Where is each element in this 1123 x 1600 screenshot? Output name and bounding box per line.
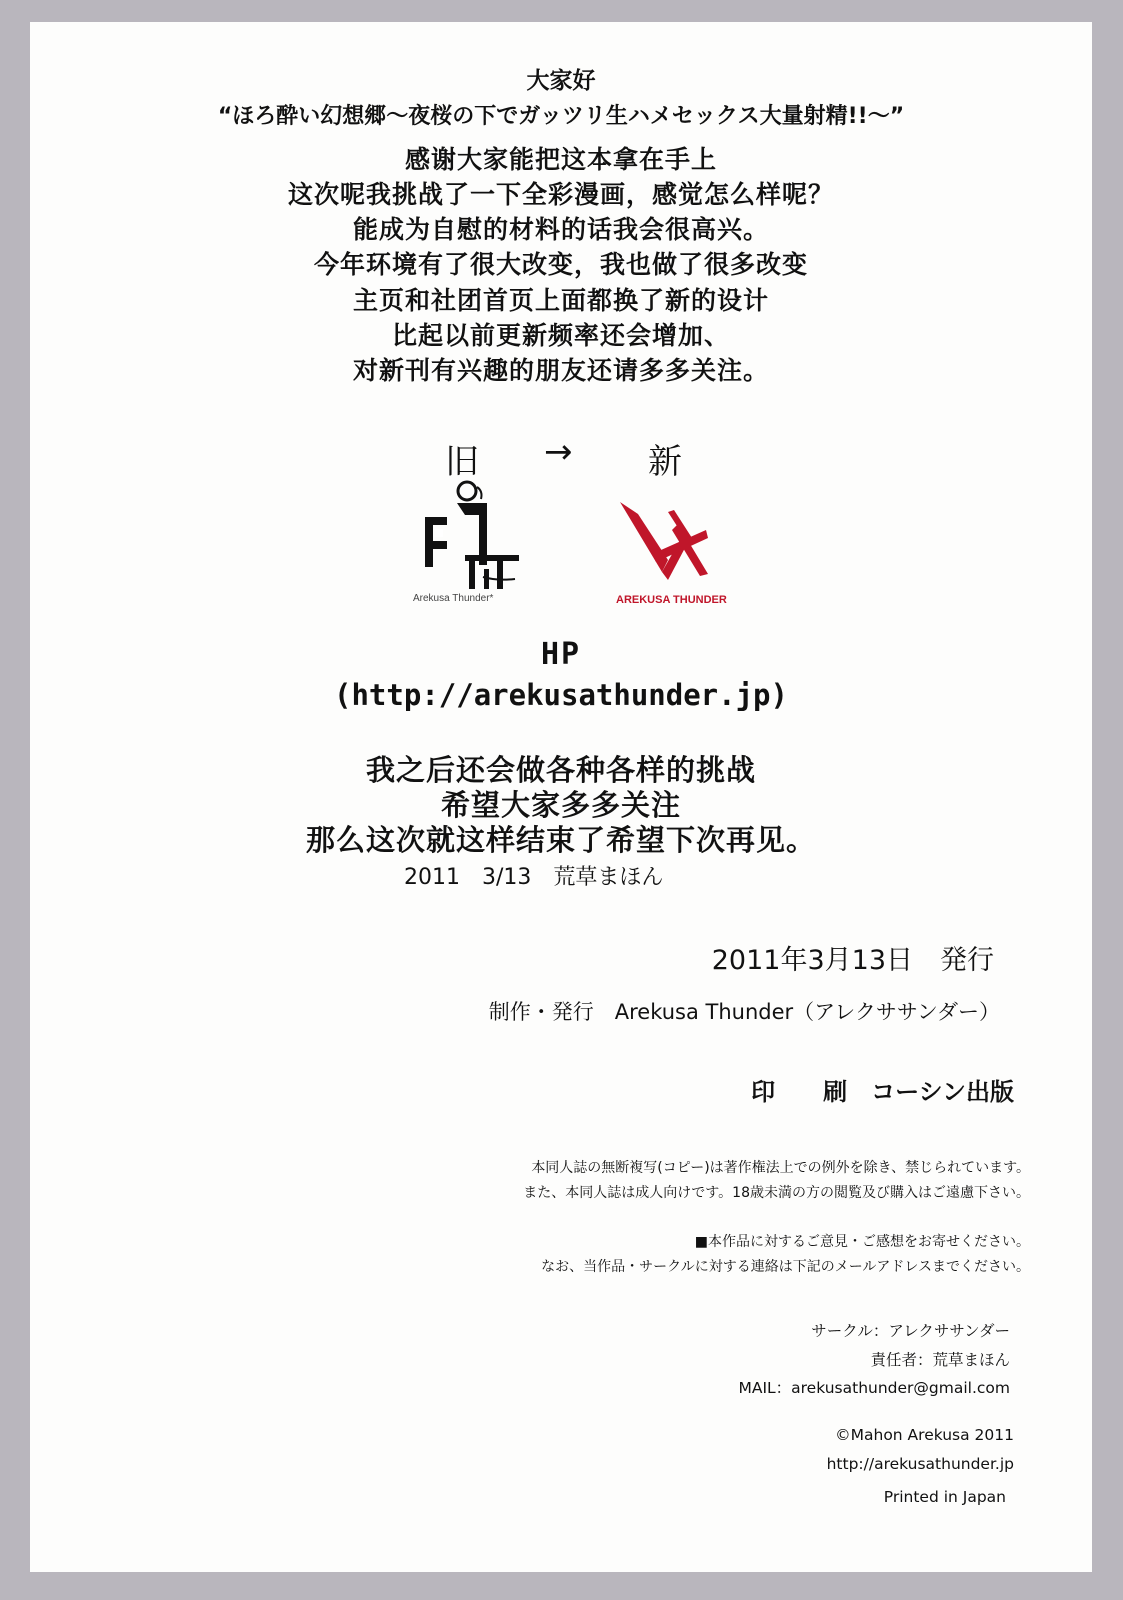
- feedback-request: ■本作品に対するご意見・ご感想をお寄せください。: [694, 1234, 1030, 1250]
- intro-line: 对新刊有兴趣的朋友还请多多关注。: [352, 356, 769, 385]
- responsible-person: 責任者：荒草まほん: [870, 1351, 1010, 1369]
- contact-note: なお、当作品・サークルに対する連絡は下記のメールアドレスまでください。: [541, 1259, 1030, 1275]
- copy-notice: 本同人誌の無断複写(コピー)は著作権法上での例外を除き、禁じられています。: [531, 1160, 1030, 1176]
- intro-line: 主页和社团首页上面都换了新的设计: [352, 286, 769, 315]
- homepage-label: HP: [540, 637, 582, 672]
- printer: 印 刷 コーシン出版: [751, 1078, 1014, 1106]
- document-page: [30, 22, 1092, 1572]
- closing-line: 希望大家多多关注: [440, 788, 681, 822]
- new-label: 新: [648, 442, 682, 482]
- producer: 制作・発行 Arekusa Thunder（アレクササンダー）: [488, 1000, 1000, 1024]
- intro-line: 感谢大家能把这本拿在手上: [404, 145, 717, 174]
- old-label: 旧: [445, 442, 479, 482]
- intro-line: 能成为自慰的材料的话我会很高兴。: [352, 215, 769, 244]
- intro-line: 这次呢我挑战了一下全彩漫画，感觉怎么样呢？: [287, 180, 834, 209]
- new-logo-icon: [608, 494, 718, 584]
- mail-address[interactable]: MAIL：arekusathunder@gmail.com: [738, 1379, 1010, 1397]
- old-circle-logo: [405, 477, 555, 607]
- issue-date: 2011年3月13日 発行: [711, 945, 994, 976]
- site-url[interactable]: http://arekusathunder.jp: [826, 1455, 1014, 1473]
- old-logo-icon: [405, 477, 555, 597]
- circle-name: サークル：アレクササンダー: [811, 1322, 1010, 1340]
- closing-line: 我之后还会做各种各样的挑战: [365, 753, 756, 787]
- old-logo-caption: Arekusa Thunder*: [413, 593, 494, 604]
- new-logo-caption: AREKUSA THUNDER: [616, 594, 727, 606]
- homepage-url[interactable]: (http://arekusathunder.jp): [334, 678, 788, 712]
- new-circle-logo: [608, 494, 728, 604]
- arrow-icon: →: [544, 432, 573, 472]
- intro-line: 比起以前更新频率还会增加、: [391, 321, 730, 350]
- signature: 2011 3/13 荒草まほん: [404, 865, 664, 890]
- closing-line: 那么这次就这样结束了希望下次再见。: [305, 823, 816, 857]
- greeting: 大家好: [526, 68, 596, 94]
- book-title-line: “ほろ酔い幻想郷～夜桜の下でガッツリ生ハメセックス大量射精!!～”: [217, 104, 905, 129]
- intro-line: 今年环境有了很大改变，我也做了很多改变: [313, 250, 808, 279]
- printed-in: Printed in Japan: [883, 1488, 1006, 1506]
- age-notice: また、本同人誌は成人向けです。18歳未満の方の閲覧及び購入はご遠慮下さい。: [523, 1185, 1030, 1201]
- copyright: ©Mahon Arekusa 2011: [835, 1426, 1014, 1444]
